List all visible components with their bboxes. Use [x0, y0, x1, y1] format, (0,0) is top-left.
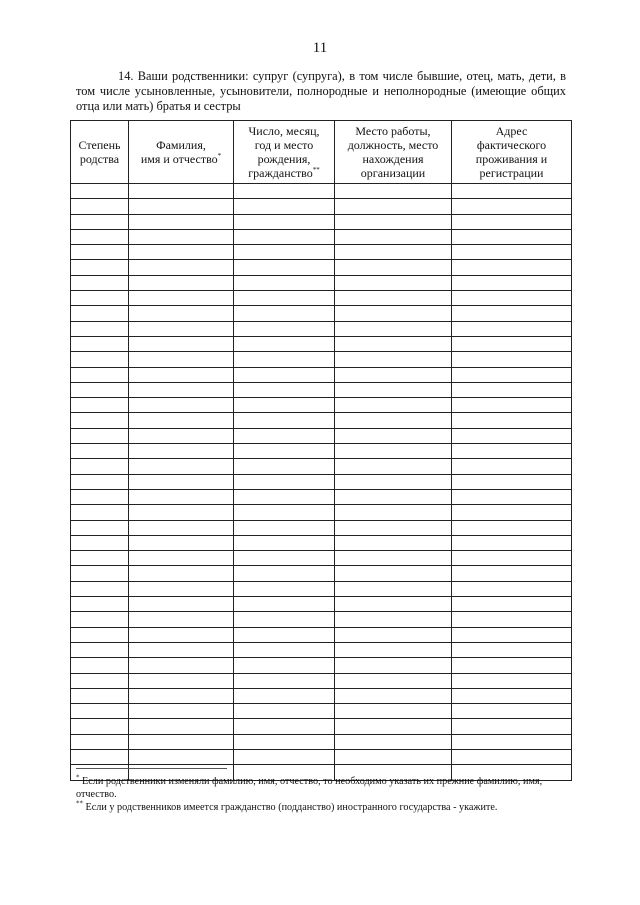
table-cell[interactable] [452, 275, 572, 290]
table-cell[interactable] [234, 474, 335, 489]
table-cell[interactable] [129, 734, 234, 749]
table-cell[interactable] [452, 306, 572, 321]
table-cell[interactable] [234, 367, 335, 382]
table-cell[interactable] [71, 444, 129, 459]
table-cell[interactable] [129, 398, 234, 413]
table-row [71, 719, 572, 734]
table-cell[interactable] [71, 245, 129, 260]
table-cell[interactable] [452, 505, 572, 520]
table-cell[interactable] [452, 413, 572, 428]
table-cell[interactable] [452, 704, 572, 719]
table-cell[interactable] [234, 627, 335, 642]
table-cell[interactable] [234, 734, 335, 749]
table-cell[interactable] [335, 535, 452, 550]
table-cell[interactable] [335, 581, 452, 596]
table-cell[interactable] [129, 612, 234, 627]
table-cell[interactable] [452, 184, 572, 199]
table-row [71, 214, 572, 229]
table-cell[interactable] [335, 260, 452, 275]
table-cell[interactable] [234, 214, 335, 229]
table-cell[interactable] [452, 612, 572, 627]
table-row [71, 229, 572, 244]
table-cell[interactable] [452, 566, 572, 581]
table-cell[interactable] [335, 367, 452, 382]
table-cell[interactable] [71, 459, 129, 474]
table-cell[interactable] [129, 688, 234, 703]
table-cell[interactable] [129, 505, 234, 520]
table-cell[interactable] [71, 382, 129, 397]
header-relation-degree: Степень родства [71, 121, 129, 184]
table-cell[interactable] [335, 382, 452, 397]
table-cell[interactable] [335, 551, 452, 566]
table-row [71, 398, 572, 413]
table-cell[interactable] [335, 306, 452, 321]
table-cell[interactable] [335, 275, 452, 290]
table-cell[interactable] [335, 749, 452, 764]
table-row [71, 734, 572, 749]
table-cell[interactable] [129, 597, 234, 612]
table-cell[interactable] [452, 627, 572, 642]
table-row [71, 459, 572, 474]
table-cell[interactable] [452, 260, 572, 275]
table-cell[interactable] [71, 428, 129, 443]
table-cell[interactable] [335, 489, 452, 504]
table-cell[interactable] [71, 642, 129, 657]
table-cell[interactable] [335, 520, 452, 535]
table-cell[interactable] [335, 229, 452, 244]
table-cell[interactable] [234, 306, 335, 321]
table-cell[interactable] [452, 520, 572, 535]
table-row [71, 321, 572, 336]
table-row [71, 413, 572, 428]
table-cell[interactable] [335, 734, 452, 749]
table-cell[interactable] [452, 291, 572, 306]
table-cell[interactable] [71, 520, 129, 535]
table-cell[interactable] [71, 275, 129, 290]
table-cell[interactable] [452, 444, 572, 459]
table-cell[interactable] [71, 505, 129, 520]
table-cell[interactable] [71, 367, 129, 382]
table-row [71, 336, 572, 351]
table-cell[interactable] [234, 688, 335, 703]
table-cell[interactable] [129, 336, 234, 351]
table-cell[interactable] [335, 352, 452, 367]
header-full-name: Фамилия, имя и отчество* [129, 121, 234, 184]
table-cell[interactable] [234, 581, 335, 596]
table-row [71, 597, 572, 612]
table-cell[interactable] [335, 688, 452, 703]
table-cell[interactable] [129, 749, 234, 764]
footnote-mark: * [76, 773, 80, 782]
table-cell[interactable] [335, 597, 452, 612]
table-cell[interactable] [234, 321, 335, 336]
table-row [71, 673, 572, 688]
table-row [71, 520, 572, 535]
footnote-1: * Если родственники изменяли фамилию, имя, отчество, то необходимо указать их прежние фамилию, имя, отчество. [76, 773, 543, 800]
table-cell[interactable] [452, 489, 572, 504]
table-cell[interactable] [452, 734, 572, 749]
table-cell[interactable] [71, 336, 129, 351]
table-cell[interactable] [335, 336, 452, 351]
table-cell[interactable] [452, 336, 572, 351]
table-cell[interactable] [335, 291, 452, 306]
table-body [71, 184, 572, 781]
table-row [71, 260, 572, 275]
table-cell[interactable] [129, 245, 234, 260]
table-row [71, 688, 572, 703]
table-cell[interactable] [335, 673, 452, 688]
relatives-table [70, 120, 572, 781]
table-cell[interactable] [234, 352, 335, 367]
table-row [71, 382, 572, 397]
table-cell[interactable] [234, 566, 335, 581]
table-cell[interactable] [234, 704, 335, 719]
table-cell[interactable] [129, 566, 234, 581]
table-cell[interactable] [234, 291, 335, 306]
table-cell[interactable] [129, 214, 234, 229]
table-cell[interactable] [71, 597, 129, 612]
footnote-mark: ** [76, 799, 83, 808]
table-cell[interactable] [129, 719, 234, 734]
header-birth-citizenship: Число, месяц, год и место рождения, гражданство** [234, 121, 335, 184]
table-cell[interactable] [234, 551, 335, 566]
table-cell[interactable] [71, 535, 129, 550]
table-cell[interactable] [335, 444, 452, 459]
table-cell[interactable] [452, 459, 572, 474]
table-cell[interactable] [71, 352, 129, 367]
table-cell[interactable] [129, 551, 234, 566]
table-row [71, 581, 572, 596]
table-cell[interactable] [234, 336, 335, 351]
table-cell[interactable] [71, 413, 129, 428]
table-cell[interactable] [71, 199, 129, 214]
footnote-divider [76, 768, 227, 769]
table-cell[interactable] [452, 535, 572, 550]
table-row [71, 306, 572, 321]
table-cell[interactable] [452, 673, 572, 688]
table-cell[interactable] [452, 749, 572, 764]
table-row [71, 627, 572, 642]
table-cell[interactable] [335, 199, 452, 214]
table-cell[interactable] [71, 306, 129, 321]
table-cell[interactable] [71, 489, 129, 504]
table-cell[interactable] [452, 642, 572, 657]
table-cell[interactable] [335, 459, 452, 474]
table-cell[interactable] [234, 749, 335, 764]
table-cell[interactable] [71, 719, 129, 734]
table-cell[interactable] [234, 535, 335, 550]
table-cell[interactable] [71, 214, 129, 229]
table-cell[interactable] [452, 551, 572, 566]
table-cell[interactable] [234, 520, 335, 535]
table-cell[interactable] [129, 382, 234, 397]
table-cell[interactable] [452, 719, 572, 734]
table-cell[interactable] [234, 612, 335, 627]
table-cell[interactable] [71, 673, 129, 688]
table-row [71, 535, 572, 550]
table-row [71, 658, 572, 673]
section-14-text: 14. Ваши родственники: супруг (супруга), в том числе бывшие, отец, мать, дети, в том числе усыновленные, усыновители, полнородные и неполнородные (имеющие общих отца или мать) братья и сестры [76, 69, 566, 113]
table-cell[interactable] [452, 581, 572, 596]
table-cell[interactable] [71, 688, 129, 703]
table-cell[interactable] [129, 520, 234, 535]
table-cell[interactable] [129, 627, 234, 642]
table-cell[interactable] [71, 658, 129, 673]
table-cell[interactable] [234, 489, 335, 504]
table-cell[interactable] [129, 581, 234, 596]
table-cell[interactable] [71, 734, 129, 749]
table-cell[interactable] [234, 184, 335, 199]
table-row [71, 551, 572, 566]
table-cell[interactable] [335, 245, 452, 260]
table-cell[interactable] [129, 291, 234, 306]
table-row [71, 367, 572, 382]
table-cell[interactable] [129, 428, 234, 443]
table-row [71, 505, 572, 520]
table-cell[interactable] [71, 566, 129, 581]
table-cell[interactable] [234, 260, 335, 275]
header-address: Адрес фактического проживания и регистрации [452, 121, 572, 184]
table-cell[interactable] [129, 658, 234, 673]
table-cell[interactable] [71, 260, 129, 275]
table-cell[interactable] [452, 229, 572, 244]
table-cell[interactable] [452, 398, 572, 413]
table-cell[interactable] [71, 291, 129, 306]
table-cell[interactable] [129, 642, 234, 657]
table-cell[interactable] [335, 642, 452, 657]
table-cell[interactable] [234, 444, 335, 459]
table-cell[interactable] [335, 704, 452, 719]
table-cell[interactable] [452, 367, 572, 382]
table-row [71, 275, 572, 290]
table-cell[interactable] [129, 184, 234, 199]
table-cell[interactable] [71, 749, 129, 764]
table-cell[interactable] [335, 474, 452, 489]
table-cell[interactable] [452, 428, 572, 443]
table-row [71, 474, 572, 489]
table-cell[interactable] [129, 275, 234, 290]
table-row [71, 704, 572, 719]
table-cell[interactable] [71, 398, 129, 413]
table-cell[interactable] [234, 459, 335, 474]
table-cell[interactable] [452, 199, 572, 214]
table-cell[interactable] [71, 321, 129, 336]
table-cell[interactable] [234, 275, 335, 290]
table-cell[interactable] [129, 535, 234, 550]
table-cell[interactable] [335, 214, 452, 229]
table-cell[interactable] [234, 673, 335, 688]
table-cell[interactable] [452, 474, 572, 489]
table-cell[interactable] [129, 444, 234, 459]
table-cell[interactable] [129, 352, 234, 367]
table-cell[interactable] [335, 413, 452, 428]
table-cell[interactable] [71, 627, 129, 642]
footnote-mark: ** [312, 166, 320, 174]
table-cell[interactable] [335, 505, 452, 520]
table-cell[interactable] [71, 704, 129, 719]
table-cell[interactable] [234, 413, 335, 428]
table-row [71, 199, 572, 214]
table-cell[interactable] [234, 597, 335, 612]
table-row [71, 749, 572, 764]
table-cell[interactable] [129, 321, 234, 336]
table-cell[interactable] [234, 719, 335, 734]
table-cell[interactable] [129, 306, 234, 321]
footnote-2: ** Если у родственников имеется гражданство (подданство) иностранного государства - укажите. [76, 799, 498, 813]
table-cell[interactable] [234, 658, 335, 673]
table-cell[interactable] [452, 688, 572, 703]
table-cell[interactable] [335, 398, 452, 413]
table-cell[interactable] [71, 184, 129, 199]
table-cell[interactable] [452, 214, 572, 229]
table-cell[interactable] [335, 612, 452, 627]
table-cell[interactable] [452, 597, 572, 612]
header-workplace: Место работы, должность, место нахождения организации [335, 121, 452, 184]
table-cell[interactable] [129, 413, 234, 428]
table-cell[interactable] [335, 184, 452, 199]
table-cell[interactable] [129, 704, 234, 719]
table-cell[interactable] [234, 382, 335, 397]
table-cell[interactable] [234, 199, 335, 214]
table-cell[interactable] [129, 199, 234, 214]
table-row [71, 566, 572, 581]
table-cell[interactable] [129, 367, 234, 382]
table-cell[interactable] [234, 428, 335, 443]
table-row [71, 184, 572, 199]
table-cell[interactable] [129, 459, 234, 474]
table-cell[interactable] [129, 260, 234, 275]
table-cell[interactable] [234, 398, 335, 413]
table-cell[interactable] [71, 229, 129, 244]
table-row [71, 444, 572, 459]
table-cell[interactable] [71, 474, 129, 489]
table-cell[interactable] [452, 321, 572, 336]
table-cell[interactable] [452, 245, 572, 260]
table-cell[interactable] [335, 658, 452, 673]
header-row [71, 121, 572, 184]
table-row [71, 642, 572, 657]
table-cell[interactable] [71, 581, 129, 596]
table-cell[interactable] [234, 642, 335, 657]
table-cell[interactable] [452, 352, 572, 367]
table-cell[interactable] [335, 321, 452, 336]
table-cell[interactable] [335, 566, 452, 581]
table-row [71, 428, 572, 443]
table-cell[interactable] [71, 612, 129, 627]
footnotes [76, 775, 566, 814]
table-cell[interactable] [335, 627, 452, 642]
table-cell[interactable] [234, 229, 335, 244]
table-cell[interactable] [129, 229, 234, 244]
table-row [71, 489, 572, 504]
table-row [71, 291, 572, 306]
table-cell[interactable] [335, 428, 452, 443]
table-row [71, 245, 572, 260]
table-row [71, 352, 572, 367]
table-row [71, 612, 572, 627]
table-cell[interactable] [71, 551, 129, 566]
table-cell[interactable] [234, 245, 335, 260]
table-cell[interactable] [234, 505, 335, 520]
table-cell[interactable] [129, 489, 234, 504]
table-cell[interactable] [129, 474, 234, 489]
table-cell[interactable] [129, 673, 234, 688]
table-cell[interactable] [335, 719, 452, 734]
table-cell[interactable] [452, 658, 572, 673]
table-cell[interactable] [452, 382, 572, 397]
footnote-mark: * [217, 152, 222, 160]
page-number: 11 [312, 40, 328, 56]
